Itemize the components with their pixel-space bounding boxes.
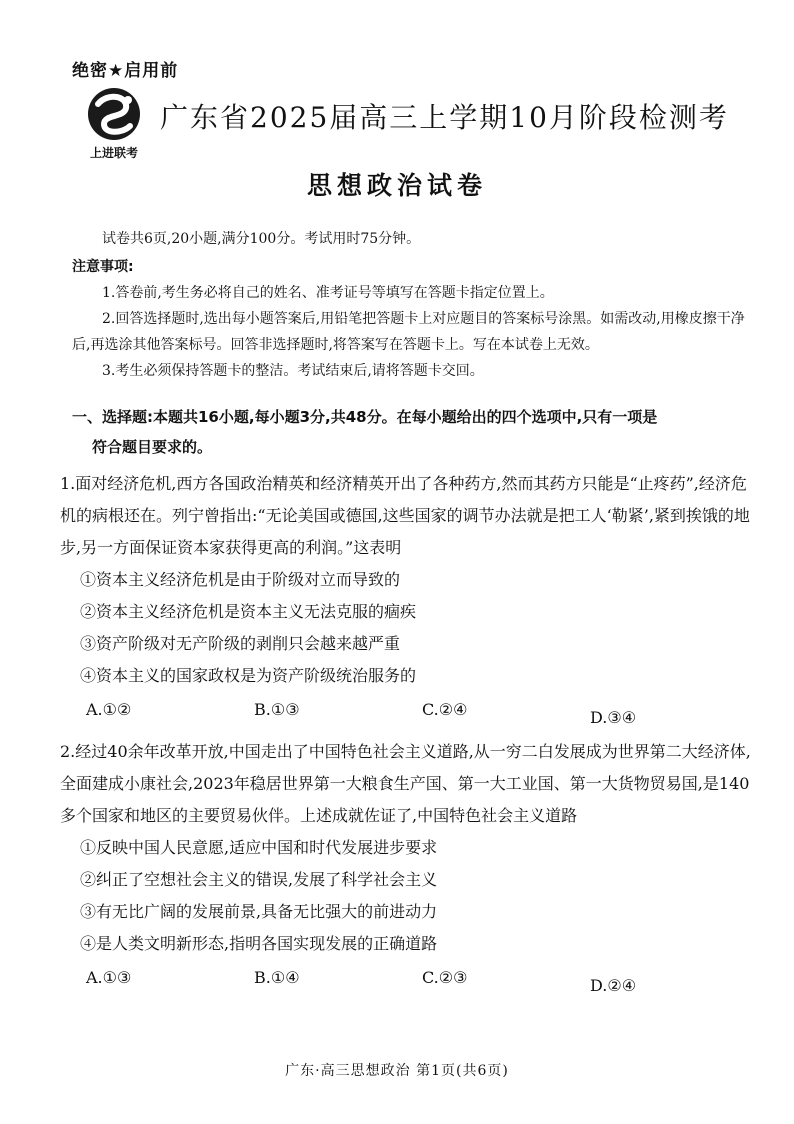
choice-a: A.①② [86,700,132,719]
statement-option: ③有无比广阔的发展前景,具备无比强大的前进动力 [80,902,438,921]
exam-body [60,228,762,1004]
exam-title: 广东省2025届高三上学期10月阶段检测考 [160,101,729,134]
statement-option: ②纠正了空想社会主义的错误,发展了科学社会主义 [80,870,438,889]
choice-b: B.①③ [254,700,300,719]
question-2 [60,736,762,1002]
answer-choices [86,694,762,734]
choice-c: C.②③ [422,968,468,987]
statement-option: ②资本主义经济危机是资本主义无法克服的痼疾 [80,602,417,621]
page-footer: 广东·高三思想政治 第1页(共6页) [285,1063,509,1079]
statement-option: ④资本主义的国家政权是为资产阶级统治服务的 [80,666,417,685]
choice-c: C.②④ [422,700,468,719]
section-heading-line1: 一、选择题:本题共16小题,每小题3分,共48分。在每小题给出的四个选项中,只有一项是 [72,408,658,426]
notice-block [72,256,762,384]
question-stem: 2.经过40余年改革开放,中国走出了中国特色社会主义道路,从一穷二白发展成为世界第二大经济体,全面建成小康社会,2023年稳居世界第一大粮食生产国、第一大工业国、第一大货物贸易国,是140多个国家和地区的主要贸易伙伴。上述成就佐证了,中国特色社会主义道路 [60,742,751,825]
secret-mark: 绝密★启用前 [72,61,179,81]
statement-option: ①反映中国人民意愿,适应中国和时代发展进步要求 [80,838,438,857]
statement-option: ③资产阶级对无产阶级的剥削只会越来越严重 [80,634,401,653]
subject-title: 思想政治试卷 [306,171,487,200]
notice-heading: 注意事项: [72,259,134,275]
section-heading-line2: 符合题目要求的。 [92,438,213,456]
choice-d: D.②④ [590,976,637,995]
statement-option: ④是人类文明新形态,指明各国实现发展的正确道路 [80,934,438,953]
answer-choices [86,962,762,1002]
notice-item: 3.考生必须保持答题卡的整洁。考试结束后,请将答题卡交回。 [102,363,484,379]
notice-item: 2.回答选择题时,选出每小题答案后,用铅笔把答题卡上对应题目的答案标号涂黑。如需改动,用橡皮擦干净后,再选涂其他答案标号。回答非选择题时,将答案写在答题卡上。写在本试卷上无效。 [72,311,745,353]
choice-a: A.①③ [86,968,132,987]
statement-option: ①资本主义经济危机是由于阶级对立而导致的 [80,570,401,589]
choice-b: B.①④ [254,968,300,987]
choice-d: D.③④ [590,708,637,727]
logo-text: 上进联考 [89,146,138,160]
section-heading [62,402,762,462]
question-stem: 1.面对经济危机,西方各国政治精英和经济精英开出了各种药方,然而其药方只能是“止疼药”,经济危机的病根还在。列宁曾指出:“无论美国或德国,这些国家的调节办法就是把工人‘勒紧’,紧到挨饿的地步,另一方面保证资本家获得更高的利润。”这表明 [60,474,750,557]
notice-item: 1.答卷前,考生务必将自己的姓名、准考证号等填写在答题卡指定位置上。 [102,285,554,301]
exam-info: 试卷共6页,20小题,满分100分。考试用时75分钟。 [102,231,421,247]
question-1 [60,468,762,734]
